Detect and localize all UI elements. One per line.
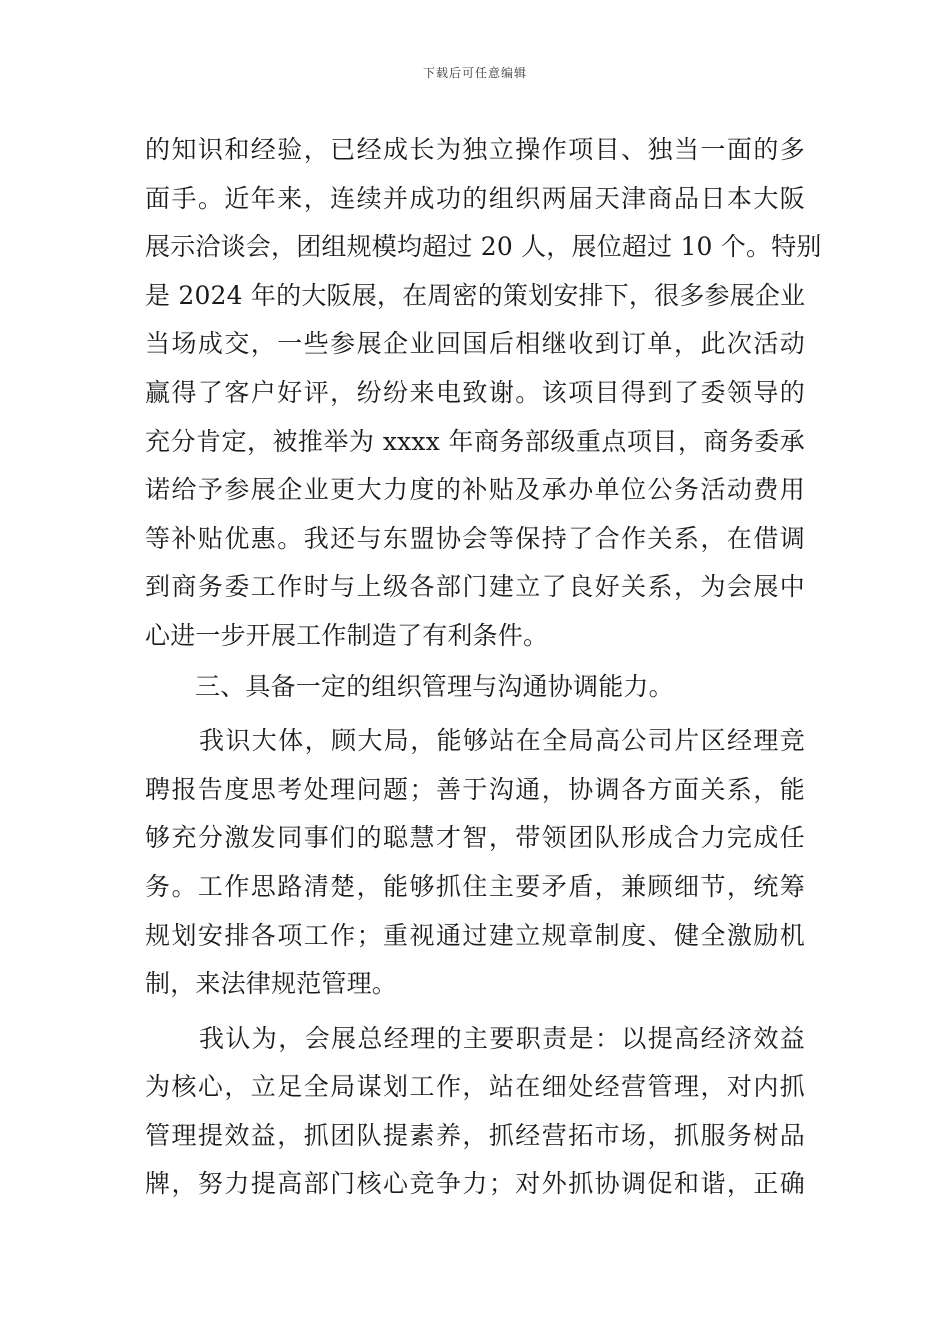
text-line: 心进一步开展工作制造了有利条件。 xyxy=(145,620,549,650)
text-line: 赢得了客户好评，纷纷来电致谢。该项目得到了委领导的 xyxy=(145,377,805,407)
paragraph-responsibilities xyxy=(145,1015,805,1209)
document-body xyxy=(145,126,822,1209)
page-header: 下载后可任意编辑 xyxy=(422,66,527,80)
text-line: 够充分激发同事们的聪慧才智，带领团队形成合力完成任 xyxy=(145,823,805,853)
text-line: 展示洽谈会，团组规模均超过 20 人，展位超过 10 个。特别 xyxy=(145,232,822,262)
section-heading xyxy=(145,663,805,712)
text-line: 管理提效益，抓团队提素养，抓经营拓市场，抓服务树品 xyxy=(145,1120,805,1150)
text-line: 规划安排各项工作；重视通过建立规章制度、健全激励机 xyxy=(145,920,805,950)
text-line: 充分肯定，被推举为 xxxx 年商务部级重点项目，商务委承 xyxy=(145,426,805,456)
text-line: 三、具备一定的组织管理与沟通协调能力。 xyxy=(195,671,674,701)
text-line: 制，来法律规范管理。 xyxy=(145,969,398,999)
paragraph-experience xyxy=(145,126,822,661)
text-line: 为核心，立足全局谋划工作，站在细处经营管理，对内抓 xyxy=(145,1072,805,1102)
text-line: 我识大体，顾大局，能够站在全局高公司片区经理竞 xyxy=(199,726,805,756)
text-line: 到商务委工作时与上级各部门建立了良好关系，为会展中 xyxy=(145,572,805,602)
text-line: 等补贴优惠。我还与东盟协会等保持了合作关系，在借调 xyxy=(145,523,805,553)
text-line: 当场成交，一些参展企业回国后相继收到订单，此次活动 xyxy=(145,329,805,359)
text-line: 牌，努力提高部门核心竞争力；对外抓协调促和谐，正确 xyxy=(145,1169,805,1199)
text-line: 聘报告度思考处理问题；善于沟通，协调各方面关系，能 xyxy=(145,774,805,804)
text-line: 面手。近年来，连续并成功的组织两届天津商品日本大阪 xyxy=(145,183,805,213)
paragraph-management xyxy=(145,717,805,1009)
text-line: 诺给予参展企业更大力度的补贴及承办单位公务活动费用 xyxy=(145,475,805,505)
text-line: 务。工作思路清楚，能够抓住主要矛盾，兼顾细节，统筹 xyxy=(145,871,805,901)
text-line: 我认为，会展总经理的主要职责是：以提高经济效益 xyxy=(199,1023,805,1053)
text-line: 的知识和经验，已经成长为独立操作项目、独当一面的多 xyxy=(145,135,805,164)
text-line: 是 2024 年的大阪展，在周密的策划安排下，很多参展企业 xyxy=(145,280,806,310)
